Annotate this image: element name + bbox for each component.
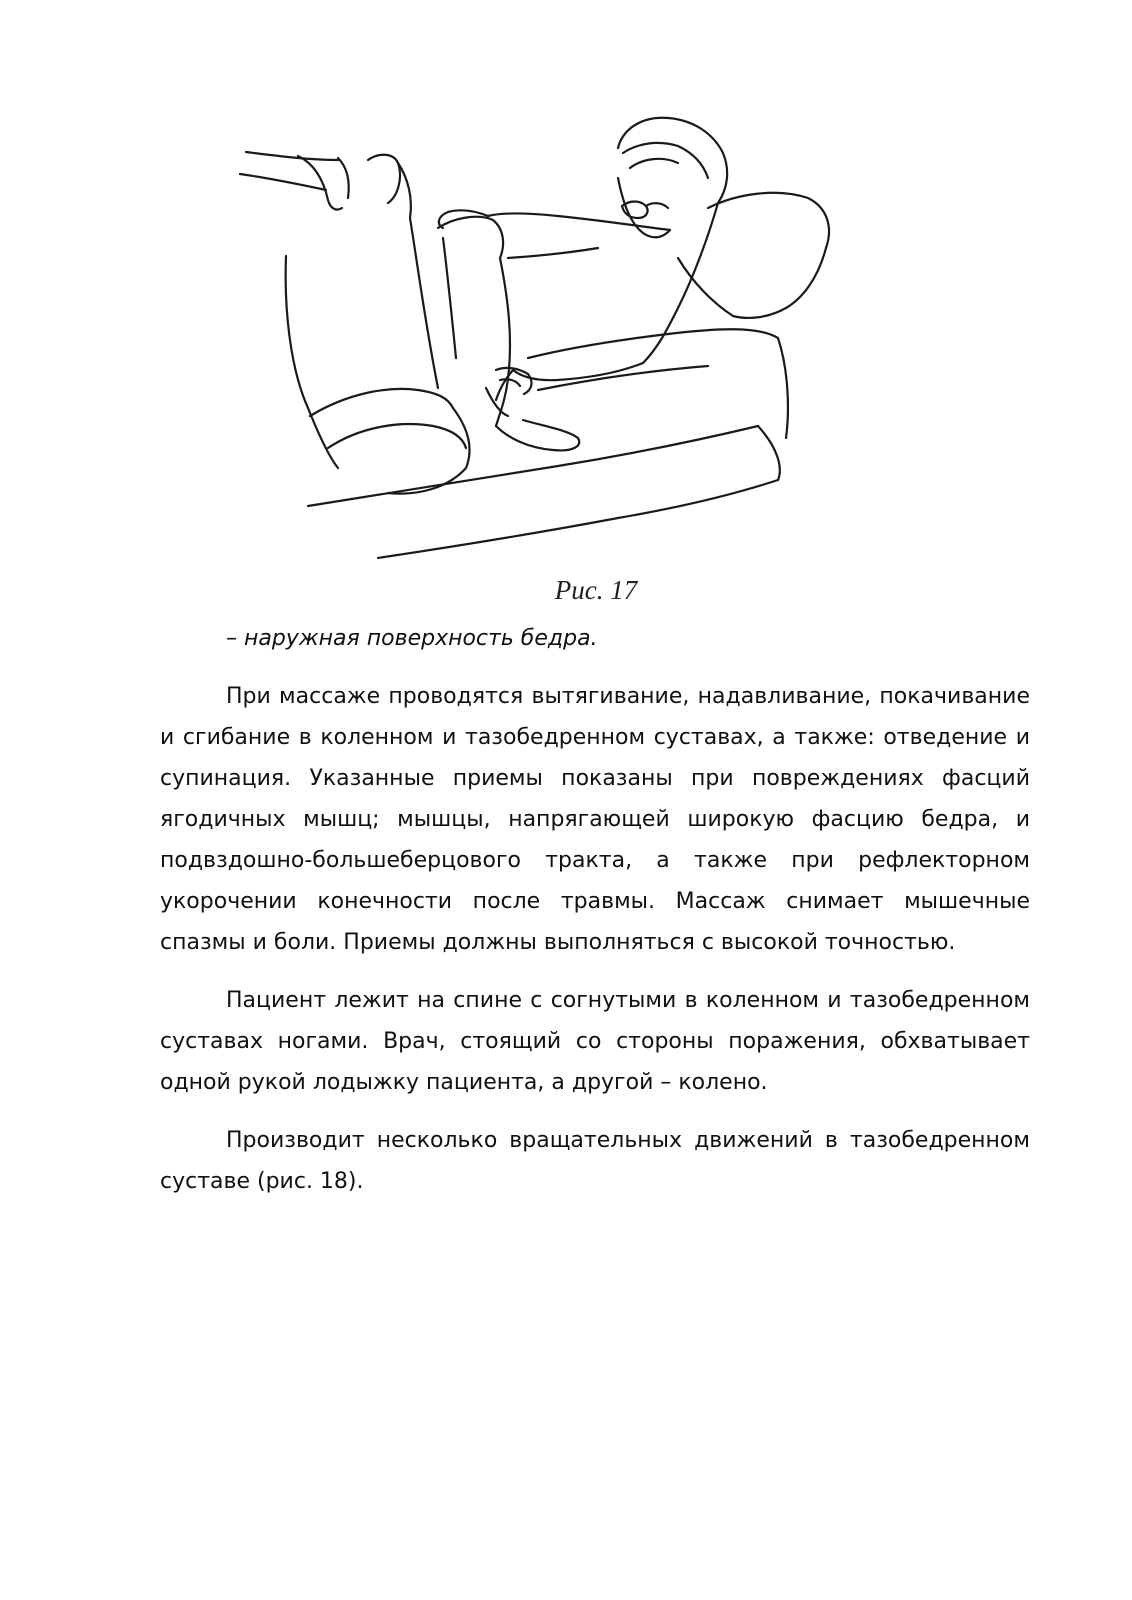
paragraph-3: Производит несколько вращательных движений в тазобедренном суставе (рис. 18). — [160, 1128, 1030, 1194]
continuation-line: – наружная поверхность бедра. — [226, 626, 598, 651]
massage-illustration-icon — [238, 108, 838, 578]
figure-illustration — [238, 108, 838, 578]
paragraph-2: Пациент лежит на спине с согнутыми в коленном и тазобедренном суставах ногами. Врач, стоящий со стороны поражения, обхватывает одной рукой лодыжку пациента, а другой – колено. — [160, 988, 1030, 1095]
figure-caption: Рис. 17 — [554, 575, 638, 605]
body-text — [160, 618, 1030, 1202]
paragraph-1: При массаже проводятся вытягивание, надавливание, покачивание и сгибание в коленном и тазобедренном суставах, а также: отведение и супинация. Указанные приемы показаны при повреждениях фасций ягодичных мышц; мышцы, напрягающей широкую фасцию бедра, и подвздошно-большеберцового тракта, а также при рефлекторном укорочении конечности после травмы. Массаж снимает мышечные спазмы и боли. Приемы должны выполняться с высокой точностью. — [160, 684, 1030, 955]
